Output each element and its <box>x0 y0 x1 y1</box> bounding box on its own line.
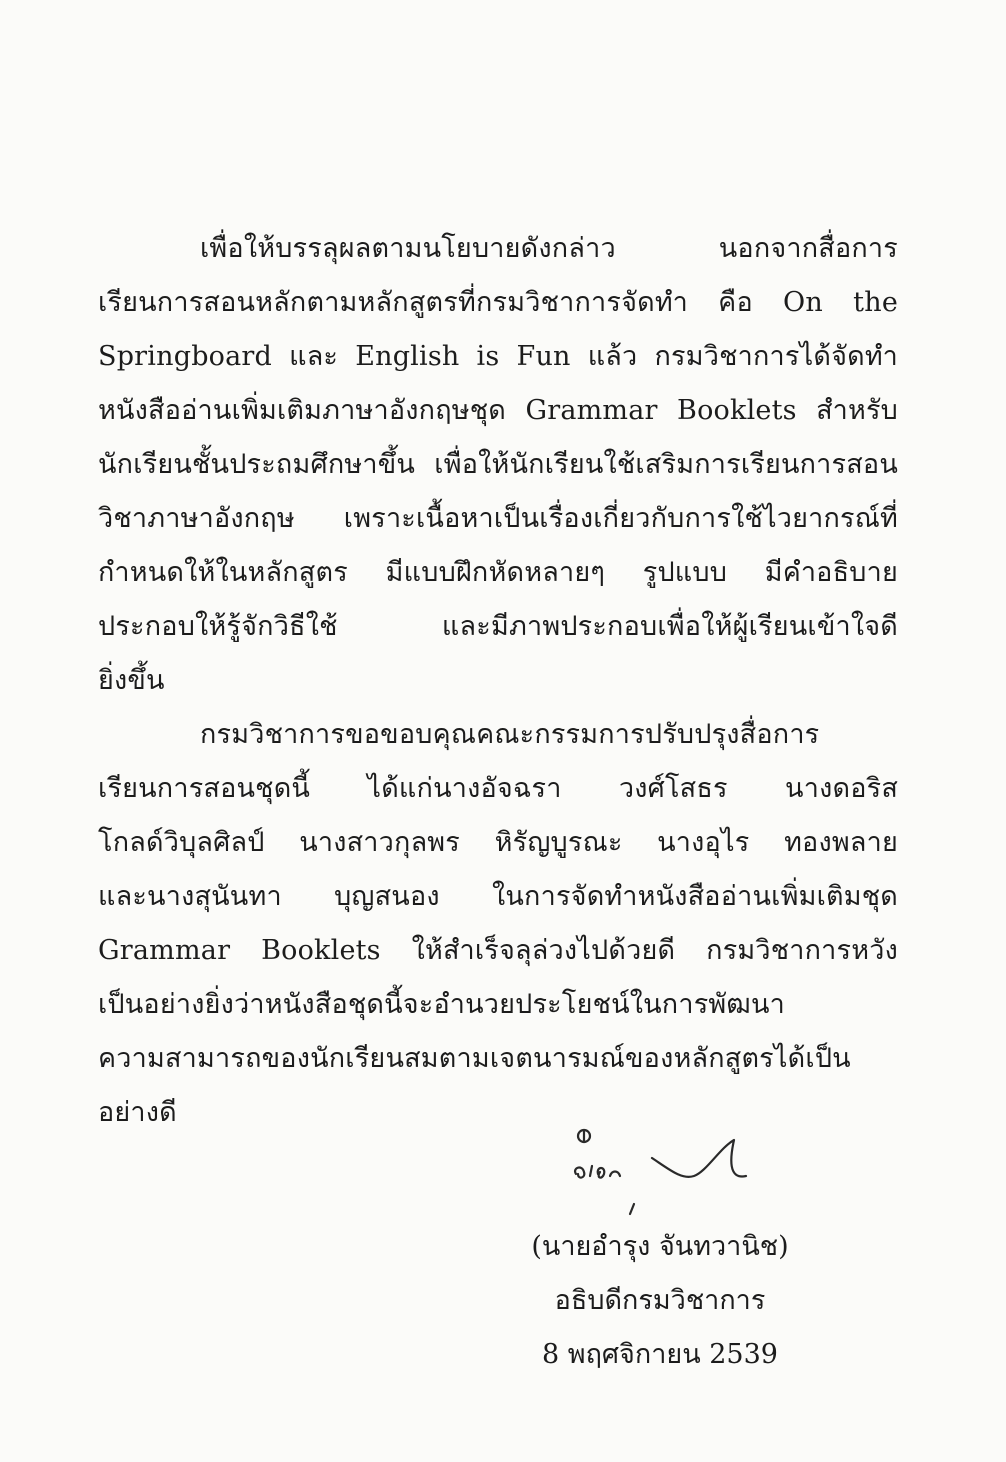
text-line: ประกอบให้รู้จักวิธีใช้ และมีภาพประกอบเพื่อให้ผู้เรียนเข้าใจดี <box>98 611 898 642</box>
text-line: เรียนการสอนหลักตามหลักสูตรที่กรมวิชาการจัดทำ คือ On the <box>98 287 898 318</box>
text-line: ความสามารถของนักเรียนสมตามเจตนารมณ์ของหลักสูตรได้เป็น <box>98 1043 851 1074</box>
text-line: และนางสุนันทา บุญสนอง ในการจัดทำหนังสืออ่านเพิ่มเติมชุด <box>98 881 898 912</box>
signatory-position: อธิบดีกรมวิชาการ <box>554 1285 766 1316</box>
text-line: Grammar Booklets ให้สำเร็จลุล่วงไปด้วยดี กรมวิชาการหวัง <box>98 935 898 966</box>
text-line: เป็นอย่างยิ่งว่าหนังสือชุดนี้จะอำนวยประโยชน์ในการพัฒนา <box>98 989 786 1020</box>
text-line: อย่างดี <box>98 1097 177 1128</box>
text-line: กำหนดให้ในหลักสูตร มีแบบฝึกหัดหลายๆ รูปแบบ มีคำอธิบาย <box>98 557 898 588</box>
text-line: ยิ่งขึ้น <box>98 665 165 696</box>
letter-body <box>98 222 898 1140</box>
text-line: วิชาภาษาอังกฤษ เพราะเนื้อหาเป็นเรื่องเกี่ยวกับการใช้ไวยากรณ์ที่ <box>98 503 898 534</box>
signatory-name: (นายอำรุง จันทวานิช) <box>531 1231 789 1262</box>
text-line: โกลด์วิบุลศิลป์ นางสาวกุลพร หิรัญบูรณะ นางอุไร ทองพลาย <box>98 827 898 858</box>
document-date: 8 พฤศจิกายน 2539 <box>542 1339 778 1370</box>
signature-block <box>470 1220 850 1382</box>
text-line: นักเรียนชั้นประถมศึกษาขึ้น เพื่อให้นักเรียนใช้เสริมการเรียนการสอน <box>98 449 898 480</box>
text-line: Springboard และ English is Fun แล้ว กรมวิชาการได้จัดทำ <box>98 341 898 372</box>
text-line: หนังสืออ่านเพิ่มเติมภาษาอังกฤษชุด Grammar Booklets สำหรับ <box>98 395 898 426</box>
text-line: เพื่อให้บรรลุผลตามนโยบายดังกล่าว นอกจากสื่อการ <box>200 233 898 264</box>
paragraph-1 <box>98 222 898 708</box>
paragraph-2 <box>98 708 898 1140</box>
text-line: เรียนการสอนชุดนี้ ได้แก่นางอัจฉรา วงศ์โสธร นางดอริส <box>98 773 898 804</box>
text-line: กรมวิชาการขอขอบคุณคณะกรรมการปรับปรุงสื่อการ <box>200 719 820 750</box>
